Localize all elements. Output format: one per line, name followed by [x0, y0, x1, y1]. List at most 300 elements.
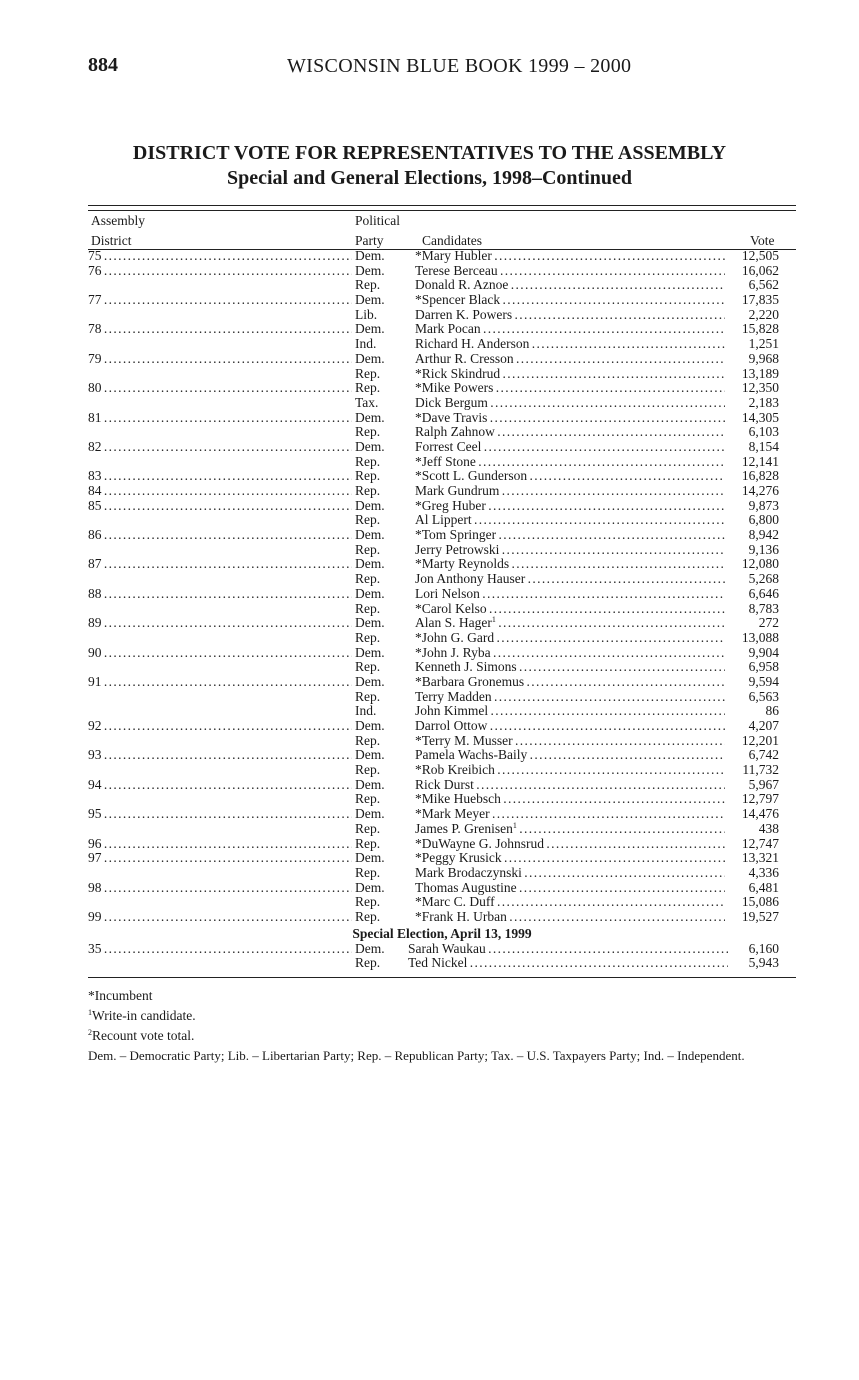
table-row	[88, 690, 796, 705]
vote-cell: 2,220	[748, 306, 779, 322]
results-table	[88, 249, 796, 971]
top-rule	[88, 205, 796, 206]
candidate-name: *Mike Powers	[415, 381, 494, 396]
party-cell: Dem.	[355, 879, 385, 895]
candidate-cell	[415, 484, 725, 499]
candidate-cell	[408, 956, 728, 971]
vote-cell: 12,350	[741, 380, 779, 396]
vote-cell: 272	[758, 615, 779, 631]
candidate-cell	[415, 543, 725, 558]
vote-cell: 6,958	[748, 659, 779, 675]
vote-cell: 14,476	[741, 806, 779, 822]
party-cell: Dem.	[355, 644, 385, 660]
candidate-name: Terry Madden	[415, 689, 492, 704]
vote-cell: 11,732	[742, 762, 779, 778]
candidate-cell	[415, 411, 725, 426]
candidate-cell	[415, 792, 725, 807]
party-cell: Dem.	[355, 585, 385, 601]
candidate-name: *Frank H. Urban	[415, 909, 507, 924]
candidate-name: *Mike Huebsch	[415, 792, 501, 807]
table-row	[88, 411, 796, 426]
page-number: 884	[88, 54, 118, 76]
table-row	[88, 322, 796, 337]
table-row	[88, 763, 796, 778]
vote-cell: 15,086	[741, 894, 779, 910]
header-party-2: Party	[355, 233, 384, 248]
district-number: 86	[88, 528, 102, 543]
vote-cell: 86	[765, 703, 779, 719]
table-row	[88, 557, 796, 572]
candidate-name: *Dave Travis	[415, 410, 488, 425]
vote-cell: 9,873	[748, 497, 779, 513]
vote-cell: 12,797	[741, 791, 779, 807]
district-cell	[88, 646, 352, 661]
footnote-mark-2: 2	[88, 1028, 92, 1037]
candidate-cell	[415, 278, 725, 293]
vote-cell: 12,747	[741, 835, 779, 851]
candidate-cell	[415, 675, 725, 690]
district-cell	[88, 484, 352, 499]
district-cell	[88, 837, 352, 852]
district-cell	[88, 942, 352, 957]
table-row	[88, 866, 796, 881]
vote-cell: 6,563	[748, 688, 779, 704]
vote-cell: 438	[758, 820, 779, 836]
vote-cell: 5,268	[748, 571, 779, 587]
table-row	[88, 602, 796, 617]
district-cell	[88, 411, 352, 426]
party-cell: Rep.	[355, 541, 381, 557]
header-candidates: Candidates	[422, 233, 482, 248]
district-number: 93	[88, 748, 102, 763]
table-row	[88, 337, 796, 352]
candidate-name: Jerry Petrowski	[415, 542, 500, 557]
candidate-name: *Tom Springer	[415, 528, 497, 543]
candidate-name: *Marty Reynolds	[415, 557, 510, 572]
vote-cell: 8,942	[748, 527, 779, 543]
footnote-abbreviations: Dem. – Democratic Party; Lib. – Libertarian Party; Rep. – Republican Party; Tax. – U.S. Taxpayers Party; Ind. – Independent.	[88, 1048, 745, 1063]
vote-cell: 9,594	[748, 673, 779, 689]
table-row	[88, 293, 796, 308]
party-cell: Dem.	[355, 248, 385, 263]
party-cell: Rep.	[355, 571, 381, 587]
district-number: 76	[88, 263, 102, 278]
vote-cell: 9,904	[748, 644, 779, 660]
footnote-write-in-text: Write-in candidate.	[92, 1008, 196, 1023]
candidate-name: Mark Brodaczynski	[415, 865, 522, 880]
vote-cell: 6,481	[748, 879, 779, 895]
district-cell	[88, 249, 352, 264]
candidate-name: Ralph Zahnow	[415, 425, 495, 440]
district-number: 80	[88, 381, 102, 396]
district-cell	[88, 719, 352, 734]
candidate-cell	[415, 557, 725, 572]
candidate-cell	[415, 690, 725, 705]
table-row	[88, 455, 796, 470]
table-row	[88, 308, 796, 323]
district-number: 83	[88, 469, 102, 484]
candidate-name: Al Lippert	[415, 513, 472, 528]
district-cell	[88, 851, 352, 866]
vote-cell: 5,967	[748, 776, 779, 792]
party-cell: Lib.	[355, 306, 378, 322]
candidate-cell	[415, 572, 725, 587]
district-number: 77	[88, 293, 102, 308]
district-cell	[88, 352, 352, 367]
party-cell: Dem.	[355, 527, 385, 543]
district-cell	[88, 675, 352, 690]
footnote-ref: 1	[512, 821, 517, 830]
vote-cell: 6,103	[748, 424, 779, 440]
vote-cell: 8,154	[748, 438, 779, 454]
table-row	[88, 381, 796, 396]
district-number: 92	[88, 719, 102, 733]
table-row	[88, 704, 796, 719]
district-number: 97	[88, 851, 102, 866]
candidate-name: Forrest Ceel	[415, 439, 482, 454]
candidate-name: *John G. Gard	[415, 630, 495, 645]
candidate-cell	[415, 704, 725, 719]
candidate-cell	[415, 528, 725, 543]
party-cell: Rep.	[355, 277, 381, 293]
table-row	[88, 748, 796, 763]
district-cell	[88, 528, 352, 543]
table-row	[88, 895, 796, 910]
special-election-heading: Special Election, April 13, 1999	[352, 925, 532, 941]
candidate-cell	[415, 322, 725, 337]
district-number: 82	[88, 439, 102, 454]
party-cell: Dem.	[355, 615, 385, 631]
party-cell: Dem.	[355, 747, 385, 763]
district-number: 94	[88, 777, 102, 792]
table-row	[88, 851, 796, 866]
district-cell	[88, 499, 352, 514]
district-cell	[88, 910, 352, 925]
candidate-name: *Jeff Stone	[415, 454, 476, 469]
district-number: 84	[88, 484, 102, 498]
party-cell: Dem.	[355, 350, 385, 366]
candidate-cell	[415, 631, 725, 646]
party-cell: Dem.	[355, 409, 385, 425]
candidate-name: John Kimmel	[415, 704, 489, 719]
candidate-cell	[415, 352, 725, 367]
bottom-rule	[88, 977, 796, 978]
vote-cell: 14,305	[741, 409, 779, 425]
party-cell: Dem.	[355, 262, 385, 278]
party-cell: Rep.	[355, 791, 381, 807]
table-row	[88, 778, 796, 793]
district-number: 85	[88, 498, 102, 513]
candidate-cell	[415, 866, 725, 881]
vote-cell: 4,336	[748, 864, 779, 880]
special-table-row	[88, 942, 796, 957]
table-row	[88, 528, 796, 543]
party-cell: Tax.	[355, 394, 379, 410]
candidate-name: *Carol Kelso	[415, 601, 487, 616]
candidate-name: Ted Nickel	[408, 956, 468, 971]
party-cell: Dem.	[355, 850, 385, 866]
district-number: 91	[88, 674, 102, 689]
party-cell: Rep.	[355, 864, 381, 880]
vote-cell: 9,136	[748, 541, 779, 557]
table-row	[88, 675, 796, 690]
table-row	[88, 719, 796, 734]
vote-cell: 19,527	[741, 908, 779, 924]
vote-cell: 6,646	[748, 585, 779, 601]
party-cell: Dem.	[355, 940, 385, 956]
party-cell: Rep.	[355, 483, 381, 498]
candidate-name: *Scott L. Gunderson	[415, 469, 528, 484]
vote-cell: 12,141	[741, 453, 779, 469]
district-cell	[88, 322, 352, 337]
district-number: 79	[88, 351, 102, 366]
candidate-cell	[415, 646, 725, 661]
table-row	[88, 469, 796, 484]
candidate-name: *Spencer Black	[415, 293, 501, 308]
vote-cell: 16,062	[741, 262, 779, 278]
party-cell: Rep.	[355, 688, 381, 704]
candidate-name: Dick Bergum	[415, 395, 488, 410]
footnote-write-in	[88, 1008, 196, 1024]
party-cell: Rep.	[355, 835, 381, 851]
vote-cell: 1,251	[748, 336, 779, 352]
district-number: 75	[88, 249, 102, 263]
party-cell: Rep.	[355, 453, 381, 469]
table-subtitle: Special and General Elections, 1998–Continued	[226, 167, 633, 189]
district-cell	[88, 616, 352, 631]
party-cell: Ind.	[355, 703, 377, 719]
party-cell: Dem.	[355, 438, 385, 454]
vote-cell: 12,505	[741, 248, 779, 263]
party-cell: Rep.	[355, 512, 381, 528]
vote-cell: 12,080	[741, 556, 779, 572]
table-row	[88, 616, 796, 631]
district-cell	[88, 748, 352, 763]
candidate-name: Donald R. Aznoe	[415, 278, 509, 293]
table-row	[88, 543, 796, 558]
vote-cell: 6,742	[748, 747, 779, 763]
candidate-name: *Rob Kreibich	[415, 763, 495, 778]
candidate-name: Alan S. Hager	[415, 616, 492, 631]
district-cell	[88, 440, 352, 455]
vote-cell: 6,562	[748, 277, 779, 293]
vote-cell: 8,783	[748, 600, 779, 616]
party-cell: Rep.	[355, 894, 381, 910]
candidate-cell	[415, 763, 725, 778]
party-cell: Rep.	[355, 659, 381, 675]
candidate-cell	[415, 469, 725, 484]
header-party-1: Political	[355, 213, 400, 228]
table-row	[88, 249, 796, 264]
header-district-1: Assembly	[91, 213, 145, 228]
party-cell: Dem.	[355, 806, 385, 822]
party-cell: Dem.	[355, 497, 385, 513]
top-rule-2	[88, 210, 796, 211]
district-number: 88	[88, 586, 102, 601]
candidate-cell	[415, 895, 725, 910]
candidate-name: *Rick Skindrud	[415, 366, 501, 381]
district-number: 96	[88, 836, 102, 851]
district-number: 87	[88, 557, 102, 572]
candidate-cell	[415, 381, 725, 396]
candidate-name: *Greg Huber	[415, 498, 486, 513]
candidate-name: Lori Nelson	[415, 586, 480, 601]
party-cell: Rep.	[355, 468, 381, 484]
candidate-cell	[415, 587, 725, 602]
candidate-cell	[415, 249, 725, 264]
vote-cell: 17,835	[741, 292, 779, 308]
header-district-2: District	[91, 233, 132, 248]
party-cell: Dem.	[355, 556, 385, 572]
footnote-incumbent: *Incumbent	[88, 988, 153, 1003]
vote-cell: 4,207	[748, 718, 779, 733]
vote-cell: 2,183	[748, 394, 779, 410]
table-row	[88, 396, 796, 411]
candidate-cell	[415, 734, 725, 749]
vote-cell: 13,088	[741, 629, 779, 645]
district-number: 89	[88, 616, 102, 631]
table-row	[88, 807, 796, 822]
table-row	[88, 367, 796, 382]
candidate-name: *Mary Hubler	[415, 249, 492, 263]
vote-cell: 12,201	[741, 732, 779, 748]
party-cell: Rep.	[355, 820, 381, 836]
vote-cell: 16,828	[741, 468, 779, 484]
candidate-name: Richard H. Anderson	[415, 337, 530, 352]
table-row	[88, 822, 796, 837]
party-cell: Dem.	[355, 321, 385, 337]
district-cell	[88, 807, 352, 822]
header-vote: Vote	[750, 233, 775, 248]
candidate-name: Mark Pocan	[415, 322, 481, 337]
footnote-recount	[88, 1028, 194, 1044]
table-row	[88, 440, 796, 455]
party-cell: Rep.	[355, 424, 381, 440]
table-row	[88, 572, 796, 587]
candidate-name: James P. Grenisen	[415, 821, 513, 836]
candidate-name: *Mark Meyer	[415, 807, 490, 822]
candidate-name: *John J. Ryba	[415, 645, 491, 660]
vote-cell: 6,800	[748, 512, 779, 528]
party-cell: Rep.	[355, 629, 381, 645]
party-cell: Rep.	[355, 955, 381, 971]
district-cell	[88, 469, 352, 484]
candidate-cell	[415, 719, 725, 734]
table-row	[88, 513, 796, 528]
district-cell	[88, 381, 352, 396]
vote-cell: 13,189	[741, 365, 779, 381]
district-cell	[88, 881, 352, 896]
party-cell: Rep.	[355, 600, 381, 616]
party-cell: Dem.	[355, 718, 385, 733]
candidate-name: *Marc C. Duff	[415, 895, 495, 910]
party-cell: Dem.	[355, 776, 385, 792]
district-number: 98	[88, 880, 102, 895]
party-cell: Rep.	[355, 732, 381, 748]
candidate-cell	[415, 822, 725, 837]
candidate-cell	[415, 425, 725, 440]
party-cell: Rep.	[355, 380, 381, 396]
candidate-cell	[415, 778, 725, 793]
table-row	[88, 425, 796, 440]
candidate-name: Darren K. Powers	[415, 307, 513, 322]
table-row	[88, 792, 796, 807]
party-cell: Dem.	[355, 292, 385, 308]
vote-cell: 15,828	[741, 321, 779, 337]
district-number: 90	[88, 645, 102, 660]
candidate-cell	[415, 602, 725, 617]
table-row	[88, 734, 796, 749]
table-row	[88, 910, 796, 925]
candidate-cell	[415, 660, 725, 675]
candidate-name: Jon Anthony Hauser	[415, 572, 526, 587]
table-row	[88, 837, 796, 852]
candidate-name: Pamela Wachs-Baily	[415, 748, 528, 763]
candidate-cell	[415, 807, 725, 822]
candidate-cell	[415, 499, 725, 514]
district-number: 81	[88, 410, 102, 425]
party-cell: Rep.	[355, 908, 381, 924]
candidate-cell	[415, 748, 725, 763]
candidate-name: Terese Berceau	[415, 263, 498, 278]
district-number: 99	[88, 909, 102, 924]
candidate-cell	[415, 440, 725, 455]
candidate-name: Sarah Waukau	[408, 941, 486, 956]
candidate-name: *Barbara Gronemus	[415, 674, 525, 689]
table-row	[88, 646, 796, 661]
table-row	[88, 631, 796, 646]
footnote-recount-text: Recount vote total.	[92, 1028, 195, 1043]
candidate-cell	[415, 837, 725, 852]
district-cell	[88, 587, 352, 602]
candidate-cell	[415, 293, 725, 308]
table-row	[88, 264, 796, 279]
candidate-name: *Terry M. Musser	[415, 733, 513, 748]
footnote-mark-1: 1	[88, 1008, 92, 1017]
candidate-cell	[415, 396, 725, 411]
candidate-name: Kenneth J. Simons	[415, 660, 517, 675]
candidate-name: *DuWayne G. Johnsrud	[415, 836, 545, 851]
table-row	[88, 660, 796, 675]
table-title: DISTRICT VOTE FOR REPRESENTATIVES TO THE ASSEMBLY	[132, 142, 727, 164]
table-row	[88, 881, 796, 896]
district-number: 35	[88, 941, 102, 956]
candidate-cell	[415, 337, 725, 352]
district-number: 95	[88, 807, 102, 822]
candidate-name: Darrol Ottow	[415, 719, 488, 733]
vote-cell: 14,276	[741, 483, 779, 498]
party-cell: Ind.	[355, 336, 377, 352]
table-row	[88, 499, 796, 514]
special-table-row	[88, 956, 796, 971]
table-row	[88, 278, 796, 293]
candidate-name: Arthur R. Cresson	[415, 351, 514, 366]
candidate-cell	[415, 513, 725, 528]
vote-cell: 5,943	[748, 955, 779, 971]
district-cell	[88, 264, 352, 279]
vote-cell: 9,968	[748, 350, 779, 366]
candidate-cell	[415, 367, 725, 382]
candidate-name: Thomas Augustine	[415, 880, 517, 895]
district-cell	[88, 778, 352, 793]
candidate-cell	[415, 910, 725, 925]
footnote-ref: 1	[491, 616, 496, 625]
vote-cell: 13,321	[741, 850, 779, 866]
candidate-name: *Peggy Krusick	[415, 851, 502, 866]
candidate-cell	[415, 616, 725, 631]
district-cell	[88, 557, 352, 572]
party-cell: Rep.	[355, 365, 381, 381]
